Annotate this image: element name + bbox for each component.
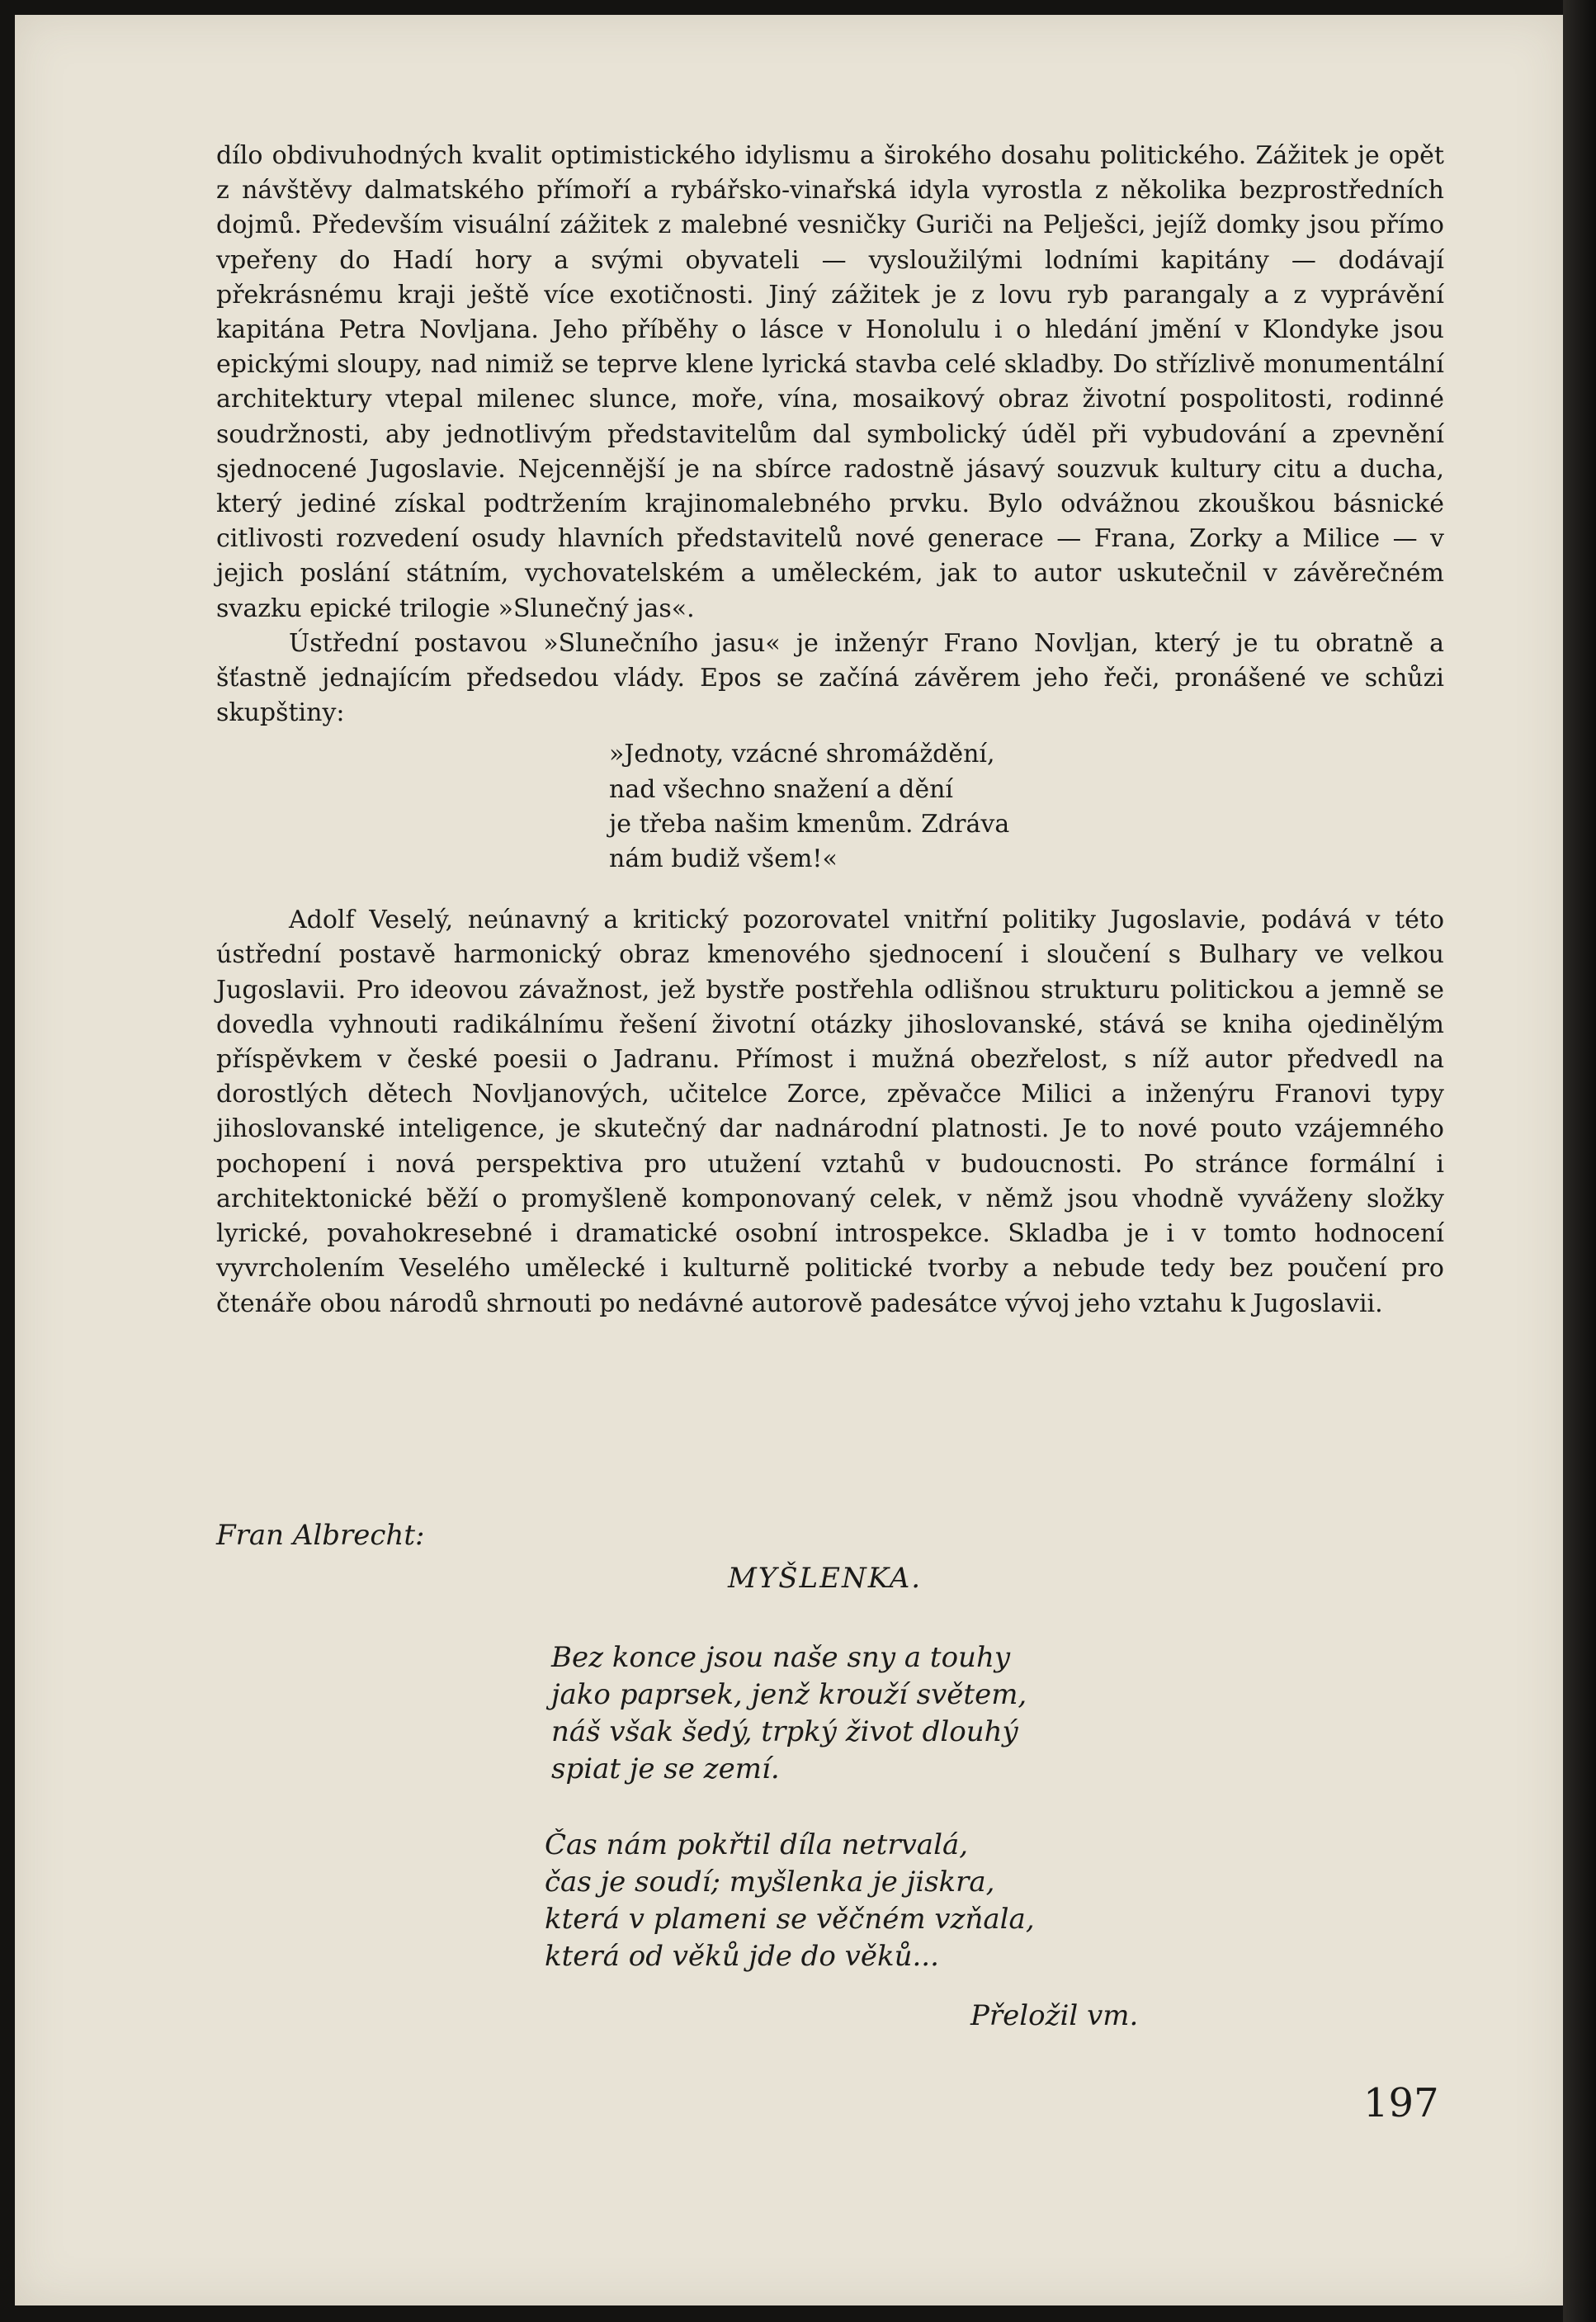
poem-stanza-1 — [551, 1639, 1027, 1788]
poem-stanza-2 — [545, 1827, 1035, 1975]
poem-line: Bez konce jsou naše sny a touhy — [551, 1641, 1011, 1674]
poem-line: Čas nám pokřtil díla netrvalá, — [545, 1828, 969, 1861]
quote-line: »Jednoty, vzácné shromáždění, — [609, 740, 995, 769]
page-number: 197 — [1363, 2080, 1439, 2126]
poem-line: náš však šedý, trpký život dlouhý — [551, 1715, 1018, 1748]
poem-line: která v plameni se věčném vzňala, — [545, 1903, 1035, 1936]
main-text-block — [216, 139, 1444, 1322]
block-quote — [609, 737, 1444, 877]
body-paragraph-2: Ústřední postavou »Slunečního jasu« je inženýr Frano Novljan, který je tu obratně a šťastně jednajícím předsedou vlády. Epos se začíná závěrem jeho řeči, pronášené ve schůzi skupštiny: — [216, 628, 1444, 728]
body-paragraph-1: dílo obdivuhodných kvalit optimistického idylismu a širokého dosahu politického. Zážitek je opět z návštěvy dalmatského přímoří a rybářsko-vinařská idyla vyrostla z několika bezprostředních dojmů. Především visuální zážitek z malebné vesničky Guriči na Pelješci, jejíž domky jsou přímo vpeřeny do Hadí hory a svými obyvateli — vysloužilými lodními kapitány — dodávají překrásnému kraji ještě více exotičnosti. Jiný zážitek je z lovu ryb parangaly a z vyprávění kapitána Petra Novljana. Jeho příběhy o lásce v Honolulu i o hledání jmění v Klondyke jsou epickými sloupy, nad nimiž se teprve klene lyrická stavba celé skladby. Do střízlivě monumentální architektury vtepal milenec slunce, moře, vína, mosaikový obraz životní pospolitosti, rodinné soudržnosti, aby jednotlivým představitelům dal symbolický úděl při vybudování a zpevnění sjednocené Jugoslavie. Nejcennější je na sbírce radostně jásavý souzvuk kultury citu a ducha, který jediné získal podtržením krajinomalebného prvku. Bylo odvážnou zkouškou básnické citlivosti rozvedení osudy hlavních představitelů nové generace — Frana, Zorky a Milice — v jejich poslání státním, vychovatelském a uměleckém, jak to autor uskutečnil v závěrečném svazku epické trilogie »Slunečný jas«. — [216, 141, 1444, 623]
quote-line: nad všechno snažení a dění — [609, 774, 953, 804]
quote-line: je třeba našim kmenům. Zdráva — [609, 809, 1010, 839]
translator-credit: Přeložil vm. — [970, 1999, 1139, 2032]
poem-line: jako paprsek, jenž krouží světem, — [551, 1678, 1027, 1711]
quote-line: nám budiž všem!« — [609, 844, 838, 874]
body-paragraph-3: Adolf Veselý, neúnavný a kritický pozorovatel vnitřní politiky Jugoslavie, podává v této ústřední postavě harmonický obraz kmenového sjednocení i sloučení s Bulhary ve velkou Jugoslavii. Pro ideovou závažnost, jež bystře postřehla odlišnou strukturu politickou a jemně se dovedla vyhnouti radikálnímu řešení životní otázky jihoslovanské, stává se kniha ojedinělým příspěvkem v české poesii o Jadranu. Přímost i mužná obezřelost, s níž autor předvedl na dorostlých dětech Novljanových, učitelce Zorce, zpěvačce Milici a inženýru Franovi typy jihoslovanské inteligence, je skutečný dar nadnárodní platnosti. Je to nové pouto vzájemného pochopení i nová perspektiva pro utužení vztahů v budoucnosti. Po stránce formální i architektonické běží o promyšleně komponovaný celek, v němž jsou vhodně vyváženy složky lyrické, povahokresebné i dramatické osobní introspekce. Skladba je i v tomto hodnocení vyvrcholením Veselého umělecké i kulturně politické tvorby a nebude tedy bez poučení pro čtenáře obou národů shrnouti po nedávné autorově padesátce vývoj jeho vztahu k Jugoslavii. — [216, 906, 1444, 1318]
poem-title: MYŠLENKA. — [728, 1562, 923, 1595]
poem-line: spiat je se zemí. — [551, 1752, 780, 1785]
poem-line: čas je soudí; myšlenka je jiskra, — [545, 1866, 995, 1899]
poem-line: která od věků jde do věků... — [545, 1940, 939, 1973]
book-spine-edge — [1563, 0, 1596, 2322]
poem-author: Fran Albrecht: — [216, 1519, 425, 1552]
